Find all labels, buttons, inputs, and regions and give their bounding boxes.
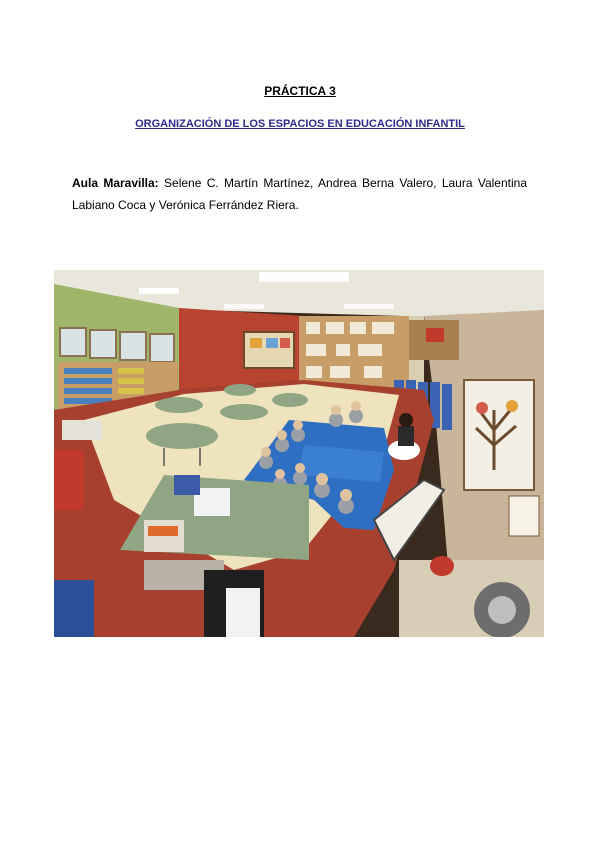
- authors-label: Aula Maravilla:: [72, 176, 159, 190]
- page-title: PRÁCTICA 3: [264, 84, 336, 98]
- page-subtitle: ORGANIZACIÓN DE LOS ESPACIOS EN EDUCACIÓN INFANTIL: [135, 118, 465, 130]
- classroom-photo: [54, 270, 544, 637]
- authors-text: Selene C. Martín Martínez, Andrea Berna Valero, Laura Valentina Labiano Coca y Verónica Ferrández Riera.: [72, 176, 527, 212]
- authors-paragraph: [72, 172, 527, 216]
